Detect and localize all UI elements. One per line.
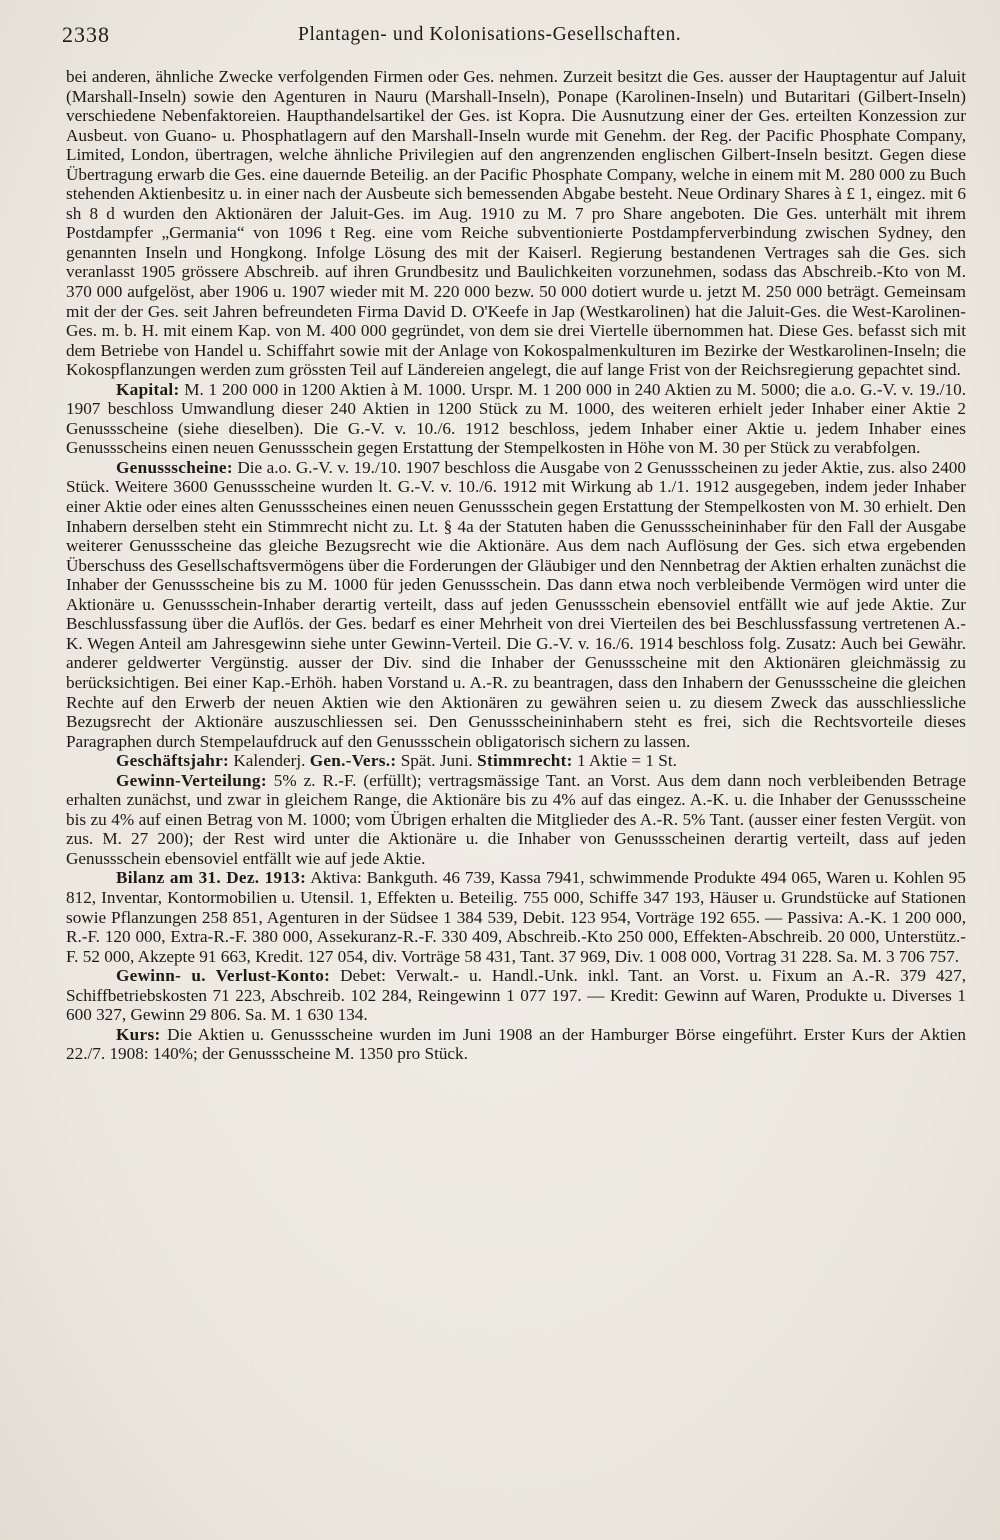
- section-label: Kurs:: [116, 1024, 161, 1044]
- paragraph-intro: [66, 67, 966, 380]
- section-label: Gewinn- u. Verlust-Konto:: [116, 966, 331, 986]
- paragraph-text: Kalenderj.: [233, 751, 306, 771]
- paragraph-gewinn-verteilung: [66, 771, 966, 869]
- paragraph-bilanz: [66, 868, 966, 966]
- paragraph-geschaeftsjahr: [66, 751, 966, 771]
- paragraph-text: bei anderen, ähnliche Zwecke verfolgenden Firmen oder Ges. nehmen. Zurzeit besitzt die Ges. ausser der Hauptagentur auf Jaluit (Marshall-Inseln) sowie den Agenturen in Nauru (Marshall-Inseln), Ponape (Karolinen-Inseln) und Butaritari (Gilbert-Inseln) verschiedene Nebenfaktoreien. Haupthandelsartikel der Ges. ist Kopra. Die Ausnutzung einer der Ges. erteilten Konzession zur Ausbeut. von Guano- u. Phosphatlagern auf den Marshall-Inseln wurde mit Genehm. der Reg. der Pacific Phosphate Company, Limited, London, übertragen, welche ähnliche Privilegien auf den angrenzenden englischen Gilbert-Inseln besitzt. Gegen diese Übertragung erwarb die Ges. eine dauernde Beteilig. an der Pacific Phosphate Company, welche in einem mit M. 280 000 zu Buch stehenden Aktienbesitz u. in einer nach der Ausbeute sich bemessenden Abgabe besteht. Neue Ordinary Shares à £ 1, eingez. mit 6 sh 8 d wurden den Aktionären der Jaluit-Ges. im Aug. 1910 zu M. 7 pro Share angeboten. Die Ges. unterhält mit ihrem Postdampfer „Germania“ von 1096 t Reg. eine vom Reiche subventionierte Postdampferverbindung zwischen Sydney, den genannten Inseln und Hongkong. Infolge Lösung des mit der Kaiserl. Regierung bestandenen Vertrages sah die Ges. sich veranlasst 1905 grössere Abschreib. auf ihren Grundbesitz und Baulichkeiten vorzunehmen, sodass das Abschreib.-Kto von M. 370 000 aufgelöst, aber 1906 u. 1907 wieder mit M. 220 000 bezw. 50 000 dotiert wurde u. jetzt M. 250 000 beträgt. Gemeinsam mit der der Ges. seit Jahren befreundeten Firma David D. O'Keefe in Jap (Westkarolinen) hat die Jaluit-Ges. die West-Karolinen-Ges. m. b. H. mit einem Kap. von M. 400 000 gegründet, von dem sie drei Viertelle übernommen hat. Diese Ges. befasst sich mit dem Betriebe von Handel u. Schiffahrt sowie mit der Anlage von Kokospalmenkulturen im Bezirke der Westkarolinen-Inseln; die Kokospflanzungen werden zum grössten Teil auf Ländereien angelegt, die auf lange Frist von der Reichsregierung gepachtet sind.: [66, 67, 967, 380]
- paragraph-text: Spät. Juni.: [400, 751, 473, 771]
- section-label: Stimmrecht:: [477, 751, 573, 771]
- paragraph-gewinn-verlust-konto: [66, 966, 966, 1025]
- page-header: [62, 22, 960, 52]
- section-label: Bilanz am 31. Dez. 1913:: [116, 868, 307, 888]
- section-label: Gen.-Vers.:: [309, 751, 397, 771]
- paragraph-kapital: [66, 380, 966, 458]
- paragraph-text: Die Aktien u. Genussscheine wurden im Juni 1908 an der Hamburger Börse eingeführt. Erster Kurs der Aktien 22./7. 1908: 140%; der Genussscheine M. 1350 pro Stück.: [66, 1024, 967, 1064]
- section-label: Gewinn-Verteilung:: [116, 770, 267, 790]
- section-label: Geschäftsjahr:: [116, 751, 230, 771]
- paragraph-text: M. 1 200 000 in 1200 Aktien à M. 1000. Urspr. M. 1 200 000 in 240 Aktien zu M. 5000; die a.o. G.-V. v. 19./10. 1907 beschloss Umwandlung dieser 240 Aktien in 1200 Stück zu M. 1000, des weiteren erhielt jeder Inhaber einer Aktie 2 Genussscheine (siehe dieselben). Die G.-V. v. 10./6. 1912 beschloss, jedem Inhaber einer Aktie u. jedem Inhaber eines Genussscheins einen neuen Genussschein gegen Erstattung der Stempelkosten in Höhe von M. 30 per Stück zu verabfolgen.: [66, 379, 967, 458]
- section-label: Kapital:: [116, 379, 180, 399]
- paragraph-kurs: [66, 1025, 966, 1064]
- paragraph-genussscheine: [66, 458, 966, 751]
- body-text: [66, 67, 966, 1064]
- paragraph-text: Die a.o. G.-V. v. 19./10. 1907 beschloss die Ausgabe von 2 Genussscheinen zu jeder Aktie, zus. also 2400 Stück. Weitere 3600 Genussscheine wurden lt. G.-V. v. 10./6. 1912 mit Wirkung ab 1./1. 1912 ausgegeben, indem jeder Inhaber einer Aktie oder eines alten Genussscheines einen neuen Genussschein gegen Erstattung der Stempelkosten von M. 30 erhielt. Den Inhabern derselben steht ein Stimmrecht nicht zu. Lt. § 4a der Statuten haben die Genussscheininhaber für den Fall der Ausgabe weiterer Genussscheine das gleiche Bezugsrecht wie die Aktionäre. Aus dem nach Auflösung der Ges. sich etwa ergebenden Überschuss des Gesellschaftsvermögens über die Forderungen der Gläubiger und den Nennbetrag der Aktien erhalten zunächst die Inhaber der Genussscheine bis zu M. 1000 für jeden Genussschein. Das dann etwa noch verbleibende Vermögen wird unter die Aktionäre u. Genussschein-Inhaber derartig verteilt, dass auf jeden Genussschein ebensoviel entfällt wie auf jede Aktie. Zur Beschlussfassung über die Auflös. der Ges. bedarf es einer Mehrheit von drei Vierteilen des bei Beschlussfassung vertretenen A.-K. Wegen Anteil am Jahresgewinn siehe unter Gewinn-Verteil. Die G.-V. v. 16./6. 1914 beschloss folg. Zusatz: Auch bei Gewähr. anderer geldwerter Vergünstig. ausser der Div. sind die Inhaber der Genussscheine mit den Aktionären gleichmässig zu berücksichtigen. Bei einer Kap.-Erhöh. haben Vorstand u. A.-R. zu beantragen, dass den Inhabern der Genussscheine die gleichen Rechte auf den Erwerb der neuen Aktien wie den Aktionären zu gewähren seien u. zu diesem Zweck das ausschliessliche Bezugsrecht der Aktionäre auszuschliessen sei. Den Genussscheininhabern steht es frei, sich die Rechtsvorteile dieses Paragraphen durch Stempelaufdruck auf den Genussschein obligatorisch sichern zu lassen.: [66, 457, 966, 751]
- paragraph-text: 5% z. R.-F. (erfüllt); vertragsmässige Tant. an Vorst. Aus dem dann noch verbleibenden Betrage erhalten zunächst, und zwar in gleichem Range, die Aktionäre bis zu 4% auf das eingez. A.-K. u. die Inhaber der Genussscheine bis zu 4% auf einen Betrag von M. 1000; vom Übrigen erhalten die Mitglieder des A.-R. 5% Tant. (ausser einer festen Vergüt. von zus. M. 27 200); der Rest wird unter die Aktionäre u. die Inhaber von Genussscheinen derartig verteilt, dass auf jeden Genussschein ebensoviel entfällt wie auf jede Aktie.: [66, 770, 967, 868]
- running-head: Plantagen- und Kolonisations-Gesellschaften.: [298, 24, 682, 45]
- paragraph-text: Debet: Verwalt.- u. Handl.-Unk. inkl. Tant. an Vorst. u. Fixum an A.-R. 379 427, Schiffbetriebskosten 71 223, Abschreib. 102 284, Reingewinn 1 077 197. — Kredit: Gewinn auf Waren, Produkte u. Diverses 1 600 327, Gewinn 29 806. Sa. M. 1 630 134.: [66, 966, 966, 1025]
- paragraph-text: Aktiva: Bankguth. 46 739, Kassa 7941, schwimmende Produkte 494 065, Waren u. Kohlen 95 812, Inventar, Kontormobilien u. Utensil. 1, Effekten u. Beteilig. 755 000, Schiffe 347 193, Häuser u. Grundstücke auf Stationen sowie Pflanzungen 258 851, Agenturen in der Südsee 1 384 539, Debit. 123 954, Vorträge 192 655. — Passiva: A.-K. 1 200 000, R.-F. 120 000, Extra-R.-F. 380 000, Assekuranz-R.-F. 330 409, Abschreib.-Kto 250 000, Effekten-Abschreib. 20 000, Unterstütz.-F. 52 000, Akzepte 91 663, Kredit. 127 054, div. Vorträge 58 431, Tant. 37 969, Div. 1 008 000, Vortrag 31 228. Sa. M. 3 706 757.: [66, 868, 966, 966]
- section-label: Genussscheine:: [116, 457, 233, 477]
- paragraph-text: 1 Aktie = 1 St.: [576, 751, 677, 771]
- page-number: 2338: [62, 22, 110, 47]
